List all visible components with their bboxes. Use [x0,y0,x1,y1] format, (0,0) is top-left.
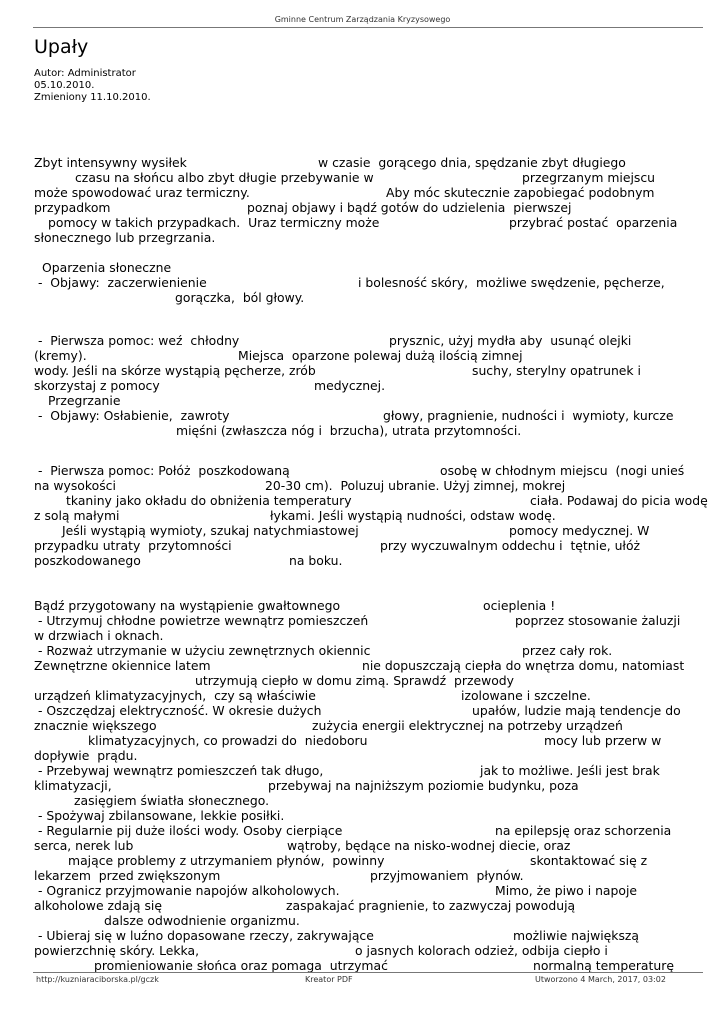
body-line-segment: medycznej. [314,378,386,393]
body-line-segment: głowy, pragnienie, nudności i wymioty, kurcze [383,408,674,423]
body-line-segment: - Spożywaj zbilansowane, lekkie posiłki. [34,808,285,823]
body-line-segment: pomocy medycznej. W [509,523,650,538]
body-line-segment: mające problemy z utrzymaniem płynów, powinny [68,853,385,868]
body-line-segment: wątroby, będące na nisko-wodnej diecie, oraz [287,838,571,853]
body-line-segment: na epilepsję oraz schorzenia [495,823,672,838]
header-rule [33,27,703,28]
body-line-segment: Przegrzanie [48,393,121,408]
body-line-segment: skorzystaj z pomocy [34,378,160,393]
body-line-segment: - Rozważ utrzymanie w użyciu zewnętrznych okiennic [34,643,371,658]
body-line-segment: słonecznego lub przegrzania. [34,230,216,245]
footer-url: http://kuzniaraciborska.pl/gczk [36,975,159,984]
body-line-segment: - Ogranicz przyjmowanie napojów alkoholowych. [34,883,340,898]
body-line-segment: lekarzem przed zwiększonym [34,868,221,883]
body-line-segment: suchy, sterylny opatrunek i [472,363,641,378]
body-line-segment: alkoholowe zdają się [34,898,162,913]
body-line-segment: - Pierwsza pomoc: weź chłodny [34,333,240,348]
body-line-segment: może spowodować uraz termiczny. [34,185,250,200]
body-line-segment: przy wyczuwalnym oddechu i tętnie, ułóż [380,538,641,553]
body-line-segment: i bolesność skóry, możliwe swędzenie, pęcherze, [358,275,665,290]
body-line-segment: Oparzenia słoneczne [42,260,172,275]
body-line-segment: poprzez stosowanie żaluzji [515,613,681,628]
body-line-segment: - Pierwsza pomoc: Połóż poszkodowaną [34,463,290,478]
body-line-segment: zaspakajać pragnienie, to zazwyczaj powodują [286,898,576,913]
body-line-segment: Miejsca oparzone polewaj dużą ilością zimnej [238,348,523,363]
body-line-segment: Zbyt intensywny wysiłek [34,155,187,170]
body-line-segment: z solą małymi [34,508,120,523]
body-line-segment: Bądź przygotowany na wystąpienie gwałtownego [34,598,341,613]
body-line-segment: prysznic, użyj mydła aby usunąć olejki [389,333,632,348]
body-line-segment: powierzchnię skóry. Lekka, [34,943,200,958]
body-line-segment: tkaniny jako okładu do obniżenia temperatury [66,493,352,508]
article-modified: Zmieniony 11.10.2010. [34,92,151,103]
body-line-segment: serca, nerek lub [34,838,134,853]
body-line-segment: przypadkom [34,200,111,215]
body-line-segment: pomocy w takich przypadkach. Uraz termiczny może [48,215,380,230]
page-title: Upały [34,36,89,58]
body-line-segment: przez cały rok. [522,643,613,658]
body-line-segment: urządzeń klimatyzacyjnych, czy są właściwie [34,688,316,703]
body-line-segment: ocieplenia ! [483,598,556,613]
body-line-segment: ciała. Podawaj do picia wodę [530,493,708,508]
site-header: Gminne Centrum Zarządzania Kryzysowego [274,15,451,24]
body-line-segment: mocy lub przerw w [544,733,662,748]
body-line-segment: Zewnętrzne okiennice latem [34,658,211,673]
body-line-segment: dopływie prądu. [34,748,138,763]
body-line-segment: Jeśli wystąpią wymioty, szukaj natychmiastowej [62,523,359,538]
body-line-segment: - Objawy: zaczerwienienie [34,275,207,290]
body-line-segment: poznaj objawy i bądź gotów do udzielenia pierwszej [247,200,572,215]
body-line-segment: przypadku utraty przytomności [34,538,232,553]
body-line-segment: nie dopuszczają ciepła do wnętrza domu, natomiast [362,658,685,673]
body-line-segment: Mimo, że piwo i napoje [495,883,638,898]
body-line-segment: przyjmowaniem płynów. [370,868,524,883]
body-line-segment: - Przebywaj wewnątrz pomieszczeń tak długo, [34,763,324,778]
body-line-segment: normalną temperaturę [533,958,674,973]
body-line-segment: - Regularnie pij duże ilości wody. Osoby cierpiące [34,823,343,838]
body-line-segment: - Objawy: Osłabienie, zawroty [34,408,230,423]
body-line-segment: przegrzanym miejscu [522,170,656,185]
footer-rule [33,972,703,973]
body-line-segment: - Oszczędzaj elektryczność. W okresie dużych [34,703,322,718]
body-line-segment: na boku. [289,553,343,568]
body-line-segment: Aby móc skutecznie zapobiegać podobnym [386,185,655,200]
footer-created: Utworzono 4 March, 2017, 03:02 [535,975,666,984]
article-author: Autor: Administrator [34,68,136,79]
body-line-segment: możliwie największą [513,928,639,943]
body-line-segment: klimatyzacyjnych, co prowadzi do niedoboru [88,733,368,748]
body-line-segment: promieniowanie słońca oraz pomaga utrzymać [94,958,388,973]
body-line-segment: utrzymują ciepło w domu zimą. Sprawdź przewody [195,673,514,688]
body-line-segment: czasu na słońcu albo zbyt długie przebywanie w [75,170,374,185]
body-line-segment: poszkodowanego [34,553,141,568]
body-line-segment: przybrać postać oparzenia [509,215,678,230]
body-line-segment: przebywaj na najniższym poziomie budynku, poza [268,778,579,793]
body-line-segment: łykami. Jeśli wystąpią nudności, odstaw wodę. [270,508,556,523]
body-line-segment: zużycia energii elektrycznej na potrzeby urządzeń [312,718,623,733]
body-line-segment: - Utrzymuj chłodne powietrze wewnątrz pomieszczeń [34,613,369,628]
body-line-segment: znacznie większego [34,718,157,733]
body-line-segment: skontaktować się z [530,853,648,868]
body-line-segment: zasięgiem światła słonecznego. [74,793,270,808]
body-line-segment: mięśni (zwłaszcza nóg i brzucha), utrata przytomności. [176,423,522,438]
body-line-segment: gorączka, ból głowy. [175,290,305,305]
body-line-segment: jak to możliwe. Jeśli jest brak [480,763,660,778]
body-line-segment: wody. Jeśli na skórze wystąpią pęcherze, zrób [34,363,316,378]
body-line-segment: (kremy). [34,348,87,363]
body-line-segment: izolowane i szczelne. [461,688,591,703]
body-line-segment: na wysokości [34,478,116,493]
body-line-segment: o jasnych kolorach odzież, odbija ciepło i [355,943,608,958]
footer-generator: Kreator PDF [305,975,353,984]
body-line-segment: osobę w chłodnym miejscu (nogi unieś [440,463,685,478]
body-line-segment: 20-30 cm). Poluzuj ubranie. Użyj zimnej, mokrej [265,478,566,493]
body-line-segment: w drzwiach i oknach. [34,628,164,643]
body-line-segment: w czasie gorącego dnia, spędzanie zbyt długiego [318,155,626,170]
article-date: 05.10.2010. [34,80,95,91]
body-line-segment: - Ubieraj się w luźno dopasowane rzeczy, zakrywające [34,928,374,943]
body-line-segment: upałów, ludzie mają tendencje do [472,703,681,718]
body-line-segment: dalsze odwodnienie organizmu. [104,913,300,928]
body-line-segment: klimatyzacji, [34,778,112,793]
